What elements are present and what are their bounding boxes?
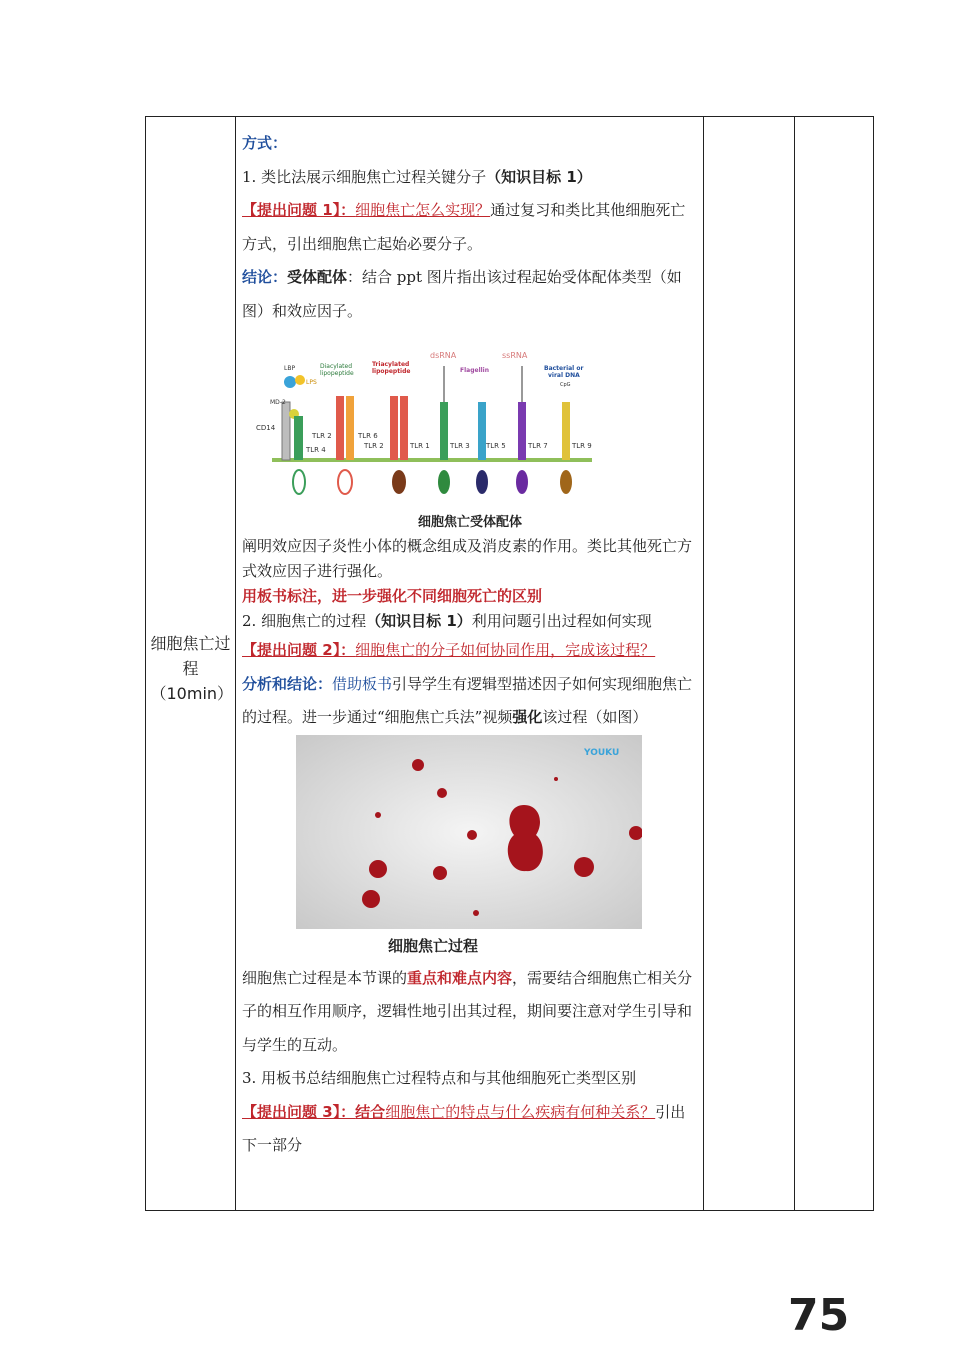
analysis-2: [242, 668, 698, 735]
tlr2a-label: TLR 2: [312, 432, 332, 440]
effector-text: 阐明效应因子炎性小体的概念组成及消皮素的作用。类比其他死亡方式效应因子进行强化。: [242, 537, 693, 580]
question-1-text: 细胞焦亡怎么实现？: [355, 201, 491, 219]
lipo2-label: lipopeptide: [372, 368, 411, 375]
tlr2a-receptor: [336, 396, 344, 460]
item-2-text: 2. 细胞焦亡的过程: [242, 612, 367, 630]
analysis-label: 分析和结论：: [242, 674, 333, 693]
question-2: [242, 634, 698, 668]
question-3-bold: 结合: [355, 1102, 386, 1121]
analysis-bold: 强化: [512, 708, 543, 726]
tlr4-tir: [293, 470, 305, 494]
tlr9-tir: [560, 470, 572, 494]
diacyl-label: Diacylated: [320, 363, 353, 370]
question-3: [242, 1096, 698, 1163]
droplet: [433, 866, 447, 880]
flagellin-label: Flagellin: [460, 367, 490, 374]
tlr5-receptor: [478, 402, 486, 460]
question-1-rest: 通过复习和类比其他细胞死亡方式，引出细胞焦亡起始必要分子。: [242, 201, 686, 253]
droplet: [362, 890, 380, 908]
droplet: [437, 788, 447, 798]
conclusion-label: 结论：: [242, 268, 288, 286]
triacyl-label: Triacylated: [372, 361, 410, 368]
question-1-label: 【提出问题 1】：: [242, 201, 356, 219]
cpg-label: CpG: [560, 382, 571, 388]
question-3-label: 【提出问题 3】：: [242, 1102, 356, 1121]
tlr9-label: TLR 9: [572, 442, 592, 450]
tlr7-tir: [516, 470, 528, 494]
item-3: 3. 用板书总结细胞焦亡过程特点和与其他细胞死亡类型区别: [242, 1069, 637, 1087]
tlr5-label: TLR 5: [486, 442, 506, 450]
page-number: 75: [788, 1290, 850, 1341]
droplet: [473, 910, 479, 916]
figure-1-caption: 细胞焦亡受体配体: [417, 515, 522, 530]
bact2-label: viral DNA: [548, 372, 580, 379]
tlr5-tir: [476, 470, 488, 494]
tlr1-receptor: [400, 396, 408, 460]
summary-before: 细胞焦亡过程是本节课的: [242, 968, 408, 987]
md2-label: MD-2: [270, 399, 286, 406]
item-1-tag: （知识目标 1）: [486, 167, 592, 186]
tlr7-label: TLR 7: [528, 442, 548, 450]
stage-label: 细胞焦亡过程（10min）: [150, 634, 234, 703]
lesson-plan-table: [145, 116, 874, 1211]
column-divider: [794, 117, 795, 1210]
receptor-ligand-figure: [242, 342, 698, 534]
droplet: [412, 759, 424, 771]
lipo1-label: lipopeptide: [320, 370, 354, 377]
tlr9-receptor: [562, 402, 570, 460]
lbp-molecule: [284, 376, 296, 388]
stage-cell: [146, 117, 235, 1210]
content-cell: [242, 127, 698, 1163]
cell-blob: [508, 805, 543, 871]
item-1: [242, 161, 698, 195]
video-still: [296, 735, 642, 929]
cd14-receptor: [282, 402, 290, 460]
board-note: 用板书标注，进一步强化不同细胞死亡的区别: [242, 587, 543, 605]
droplet: [554, 777, 558, 781]
droplet: [467, 830, 477, 840]
tlr-diagram: [242, 342, 698, 502]
youku-logo: YOUKU: [584, 747, 620, 758]
tlr6-label: TLR 6: [358, 432, 378, 440]
tlr4-receptor: [294, 416, 303, 460]
droplet: [375, 812, 381, 818]
tlr3-receptor: [440, 402, 448, 460]
question-1: [242, 194, 698, 261]
item-2: [242, 609, 698, 634]
tlr1-tir: [392, 470, 406, 494]
tlr6-receptor: [346, 396, 354, 460]
analysis-rest2: 该过程（如图）: [542, 708, 648, 726]
summary-highlight: 重点和难点内容: [407, 968, 513, 987]
column-divider: [703, 117, 704, 1210]
item-1-text: 1. 类比法展示细胞焦亡过程关键分子: [242, 167, 487, 186]
item-2-tag: （知识目标 1）: [366, 612, 472, 630]
tlr4-label: TLR 4: [306, 446, 326, 454]
dsrna-label: dsRNA: [430, 351, 457, 360]
droplet: [574, 857, 594, 877]
ssrna-label: ssRNA: [502, 351, 528, 360]
question-2-text: 细胞焦亡的分子如何协同作用，完成该过程？: [355, 641, 656, 659]
pyroptosis-video-frame: [296, 735, 642, 929]
tlr7-receptor: [518, 402, 526, 460]
tlr1-label: TLR 1: [410, 442, 430, 450]
analysis-blue: 借助板书: [332, 674, 393, 693]
tlr3-label: TLR 3: [450, 442, 470, 450]
method-heading: 方式：: [242, 134, 288, 152]
summary-after: ，需要结合细胞焦亡相关分子的相互作用顺序，逻辑性地引出其过程，期间要注意对学生引导和与学生的互动。: [242, 968, 693, 1054]
question-3-text: 细胞焦亡的特点与什么疾病有何种关系？: [385, 1102, 656, 1121]
question-2-label: 【提出问题 2】：: [242, 641, 356, 659]
conclusion-rest: ：结合 ppt 图片指出该过程起始受体配体类型（如图）和效应因子。: [242, 268, 682, 320]
lps-molecule: [295, 375, 305, 385]
lbp-label: LBP: [284, 365, 296, 372]
bact1-label: Bacterial or: [544, 365, 584, 372]
question-3-rest: 引出下一部分: [242, 1102, 686, 1154]
conclusion-bold: 受体配体: [287, 268, 348, 286]
cd14-label: CD14: [256, 424, 276, 432]
figure-2-caption: 细胞焦亡过程: [388, 936, 479, 955]
column-divider: [235, 117, 236, 1210]
analysis-rest1: 引导学生有逻辑型描述因子如何实现细胞焦亡的过程。进一步通过“细胞焦亡兵法”视频: [242, 674, 693, 726]
tlr3-tir: [438, 470, 450, 494]
summary-text: [242, 962, 698, 1063]
item-2-rest: 利用问题引出过程如何实现: [471, 612, 652, 630]
tlr2b-receptor: [390, 396, 398, 460]
conclusion-1: [242, 261, 698, 328]
lps-label: LPS: [306, 379, 317, 386]
tlr2b-label: TLR 2: [364, 442, 384, 450]
droplet: [369, 860, 387, 878]
tlr2a-tir: [338, 470, 352, 494]
